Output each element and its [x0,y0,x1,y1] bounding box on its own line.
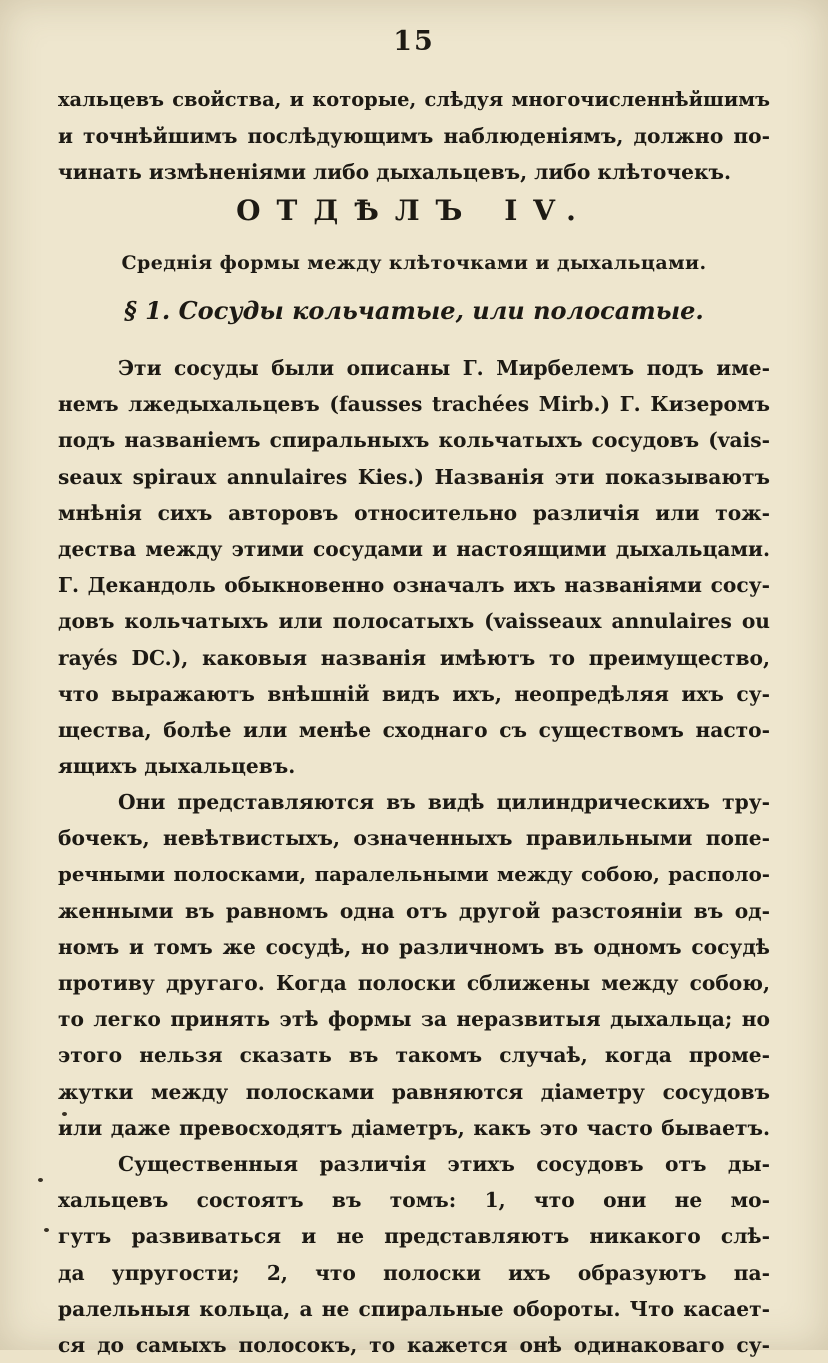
text-line: или даже превосходятъ діаметръ, какъ это часто бываетъ. [58,1115,770,1140]
top-text-block [58,82,770,191]
text-line: и точнѣйшимъ послѣдующимъ наблюденіямъ, должно по- [58,124,770,149]
text-line: Г. Декандоль обыкновенно означалъ ихъ названіями сосу- [58,573,770,598]
paragraph-3 [58,1146,770,1363]
text-line: подъ названіемъ спиральныхъ кольчатыхъ сосудовъ (vais- [58,428,770,453]
text-line: противу другаго. Когда полоски сближены между собою, [58,970,770,995]
text-line: дества между этими сосудами и настоящими дыхальцами. [58,536,770,561]
text-line: бочекъ, невѣтвистыхъ, означенныхъ правильными попе- [58,826,770,851]
text-line: номъ и томъ же сосудѣ, но различномъ въ одномъ сосудѣ [58,934,770,959]
ink-speck [44,1228,49,1232]
text-line: ралельныя кольца, а не спиральные обороты. Что касает- [58,1296,770,1321]
text-line: довъ кольчатыхъ или полосатыхъ (vaisseaux annulaires ou [58,609,770,634]
text-line: гутъ развиваться и не представляютъ никакого слѣ- [58,1224,770,1249]
text-line: Существенныя различія этихъ сосудовъ отъ ды- [118,1152,770,1176]
text-line: Эти сосуды были описаны Г. Мирбелемъ подъ име- [118,356,770,380]
text-line: то легко принять этѣ формы за неразвитыя дыхальца; но [58,1007,770,1032]
paragraph-heading: § 1. Сосуды кольчатые, или полосатые. [124,296,704,325]
paragraph-2 [58,784,770,1146]
section-subtitle: Среднія формы между клѣточками и дыхальцами. [121,252,707,274]
text-line: Они представляются въ видѣ цилиндрическихъ тру- [118,790,770,814]
paragraph-1 [58,350,770,784]
text-line: речными полосками, паралельными между собою, располо- [58,862,770,887]
text-line: да упругости; 2, что полоски ихъ образуютъ па- [58,1260,770,1285]
text-line: этого нельзя сказать въ такомъ случаѣ, когда проме- [58,1043,770,1068]
text-line: жутки между полосками равняются діаметру сосудовъ [58,1079,770,1104]
text-line: что выражаютъ внѣшній видъ ихъ, неопредѣляя ихъ су- [58,681,770,706]
text-line: хальцевъ свойства, и которые, слѣдуя многочисленнѣйшимъ [58,88,770,111]
text-line: ся до самыхъ полосокъ, то кажется онѣ одинаковаго су- [58,1332,770,1357]
text-line: чинать измѣненіями либо дыхальцевъ, либо клѣточекъ. [58,160,732,185]
text-line: ящихъ дыхальцевъ. [58,754,296,779]
page-number: 15 [393,26,435,57]
ink-speck [62,1112,67,1116]
section-title: ОТДѢЛЪ IV. [236,194,592,227]
text-line: хальцевъ состоятъ въ томъ: 1, что они не мо- [58,1188,770,1213]
text-line: щества, болѣе или менѣе сходнаго съ существомъ насто- [58,717,770,742]
text-line: rayés DC.), каковыя названія имѣютъ то преимущество, [58,645,770,670]
text-line: мнѣнія сихъ авторовъ относительно различія или тож- [58,500,770,525]
text-line: seaux spiraux annulaires Kies.) Названія эти показываютъ [58,464,770,489]
text-line: немъ лжедыхальцевъ (fausses trachées Mirb.) Г. Кизеромъ [58,392,770,417]
text-line: женными въ равномъ одна отъ другой разстояніи въ од- [58,898,770,923]
ink-speck [38,1178,43,1182]
